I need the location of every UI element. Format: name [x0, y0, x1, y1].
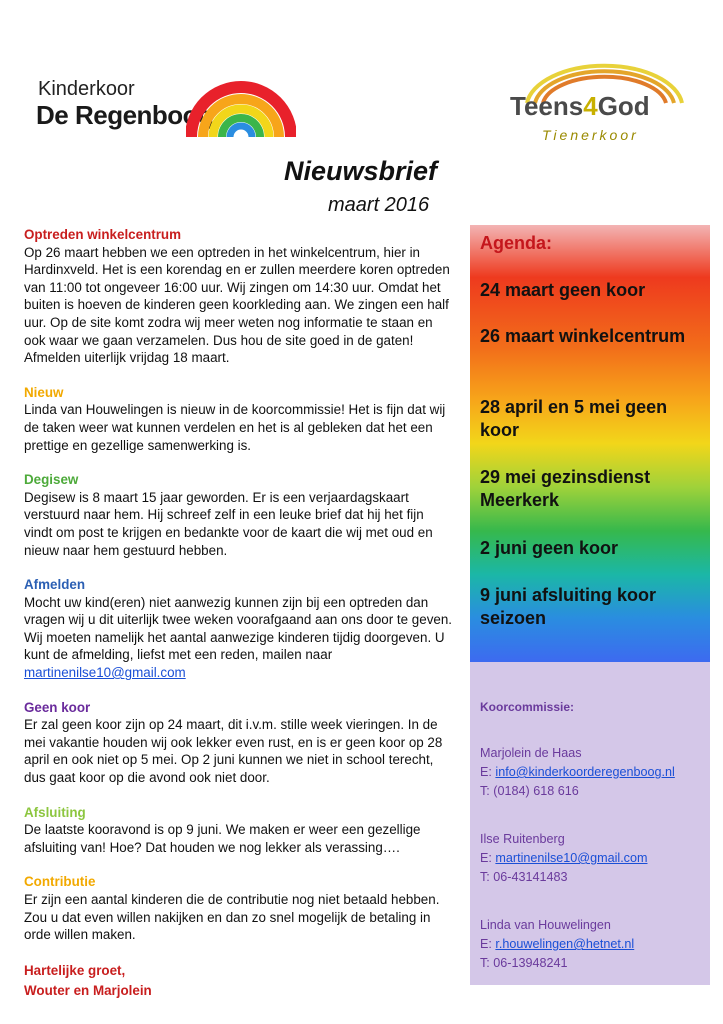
logo-right-tagline: Tienerkoor [542, 127, 639, 143]
agenda-title: Agenda: [480, 233, 552, 253]
section-heading: Degisew [24, 472, 79, 488]
section-nieuw [24, 384, 454, 454]
contact-phone: 06-13948241 [493, 956, 568, 970]
contact-phone: 06-43141483 [493, 870, 568, 884]
contact-card [480, 830, 647, 887]
contact-email-link[interactable]: r.houwelingen@hetnet.nl [495, 937, 635, 951]
page-subtitle: maart 2016 [328, 194, 430, 216]
email-link[interactable]: martinenilse10@gmail.com [24, 665, 186, 681]
section-heading: Geen koor [24, 699, 91, 715]
section-text: Er zal geen koor zijn op 24 maart, dit i.v.m. stille week vieringen. In de mei vakantie houden wij ook lekker even rust, en is er geen koor op 28 april en ook niet op 5 mei. Op 2 juni kunnen we niet in school terecht, dus gaat koor op die avond ook niet door. [24, 717, 443, 786]
phone-label: T: [480, 870, 490, 884]
agenda-item: 29 mei gezinsdienst Meerkerk [480, 467, 651, 510]
contact-email-row [480, 935, 634, 954]
phone-label: T: [480, 784, 490, 798]
contact-phone: (0184) 618 616 [493, 784, 579, 798]
logo-right-name-a: Teens [510, 91, 584, 121]
contact-name: Linda van Houwelingen [480, 918, 611, 932]
closing-signature: Wouter en Marjolein [24, 982, 152, 998]
contact-phone-row [480, 782, 675, 801]
committee-title: Koorcommissie: [480, 700, 575, 714]
contact-email-row [480, 849, 647, 868]
section-afsluiting [24, 804, 454, 857]
section-text: De laatste kooravond is op 9 juni. We maken er weer een gezellige afsluiting van! Hoe? Dat houden we nog lekker als verassing…. [24, 822, 421, 855]
section-afmelden [24, 576, 454, 682]
section-heading: Afmelden [24, 577, 86, 593]
contact-email-link[interactable]: info@kinderkoorderegenboog.nl [495, 765, 675, 779]
contact-name: Ilse Ruitenberg [480, 832, 565, 846]
section-contributie [24, 873, 454, 943]
agenda-panel [470, 225, 710, 662]
section-heading: Optreden winkelcentrum [24, 227, 181, 242]
logo-right-name-4: 4 [583, 91, 598, 121]
section-text: Degisew is 8 maart 15 jaar geworden. Er is een verjaardagskaart verstuurd naar hem. Hij schreef zelf in een leuke brief dat hij het fijn vindt om post te krijgen en bedankte voor de kaart die wij met oud en nieuw naar hem gestuurd hebben. [24, 489, 433, 558]
section-degisew [24, 471, 454, 559]
newsletter-body [24, 226, 454, 1001]
section-text-body: Mocht uw kind(eren) niet aanwezig kunnen zijn bij een optreden dan vragen wij u dit uiterlijk twee weken voorafgaand aan ons door te geven. Wij moeten namelijk het aantal aanwezige kinderen tijdig doorgeven. U kunt de afmelding, liefst met een reden, mailen naar [24, 594, 453, 663]
rainbow-icon [186, 62, 296, 142]
agenda-item: 26 maart winkelcentrum [480, 326, 686, 346]
section-text: Op 26 maart hebben we een optreden in het winkelcentrum, hier in Hardinxveld. Het is een korendag en er zullen meerdere koren optreden van 11:00 tot ongeveer 16:00 uur. Wij zingen om 14:30 uur. Omdat het buiten is hoeven de kinderen geen koorkleding aan. We zingen een half uur. Op de site komt zodra wij meer weten nog informatie te staan en ook waar we gaan verzamelen. Dus hou de site goed in de gaten! Afmelden uiterlijk vrijdag 18 maart. [24, 244, 450, 366]
logo-right-name [510, 91, 650, 122]
section-text [24, 594, 454, 682]
committee-panel [470, 662, 710, 985]
contact-card [480, 744, 675, 801]
phone-label: T: [480, 956, 490, 970]
email-label: E: [480, 765, 492, 779]
email-label: E: [480, 851, 492, 865]
agenda-item: 28 april en 5 mei geen koor [480, 397, 668, 440]
section-heading: Nieuw [24, 384, 64, 400]
section-optreden [24, 226, 454, 367]
logo-teens4god [502, 55, 707, 155]
contact-name: Marjolein de Haas [480, 746, 582, 760]
section-geen-koor [24, 699, 454, 787]
section-heading: Contributie [24, 874, 96, 890]
logo-left-line1: Kinderkoor [38, 78, 135, 100]
email-label: E: [480, 937, 492, 951]
closing-greeting: Hartelijke groet, [24, 962, 126, 978]
logo-left-line2: De Regenboog [36, 100, 214, 130]
agenda-item: 9 juni afsluiting koor seizoen [480, 585, 657, 628]
agenda-item: 24 maart geen koor [480, 280, 646, 300]
contact-phone-row [480, 954, 634, 973]
section-text: Linda van Houwelingen is nieuw in de koorcommissie! Het is fijn dat wij de taken weer wat kunnen verdelen en het is al gebleken dat het een prettige en gezellige samenwerking is. [24, 402, 446, 453]
section-heading: Afsluiting [24, 804, 86, 820]
contact-phone-row [480, 868, 647, 887]
logo-kinderkoor-de-regenboog [36, 62, 286, 142]
agenda-item: 2 juni geen koor [480, 538, 619, 558]
section-text: Er zijn een aantal kinderen die de contributie nog niet betaald hebben. Zou u dat even willen nakijken en dan zo snel mogelijk de betaling in orde willen maken. [24, 892, 440, 943]
contact-card [480, 916, 634, 973]
logo-right-name-b: God [597, 91, 650, 121]
page-title: Nieuwsbrief [284, 156, 438, 186]
contact-email-row [480, 763, 675, 782]
contact-email-link[interactable]: martinenilse10@gmail.com [495, 851, 648, 865]
